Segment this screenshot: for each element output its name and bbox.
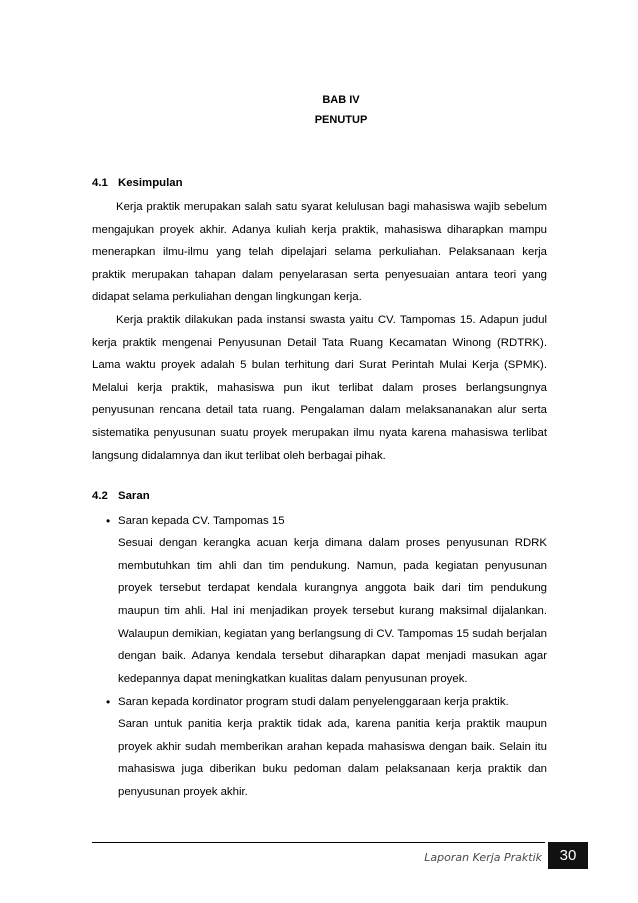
section-title: Saran bbox=[118, 490, 150, 503]
section-number: 4.2 bbox=[92, 490, 108, 503]
paragraph: Kerja praktik merupakan salah satu syarat kelulusan bagi mahasiswa wajib sebelum mengajukan proyek akhir. Adanya kuliah kerja praktik, mahasiswa diharapkan mampu menerapkan ilmu-ilmu yang telah dipelajari selama perkuliahan. Pelaksanaan kerja praktik merupakan tahapan dalam penyelarasan serta penyesuaian antara teori yang didapat selama perkuliahan dengan lingkungan kerja. bbox=[92, 201, 547, 304]
page-content bbox=[92, 172, 547, 804]
saran-list bbox=[92, 510, 547, 804]
chapter-label: BAB IV bbox=[322, 94, 360, 106]
bullet-title: Saran kepada CV. Tampomas 15 bbox=[118, 515, 285, 528]
chapter-heading bbox=[0, 90, 638, 130]
bullet-body: Sesuai dengan kerangka acuan kerja dimana dalam proses penyusunan RDRK membutuhkan tim ahli dan tim pendukung. Namun, pada kegiatan penyusunan proyek tersebut terdapat kendala kurangnya anggota baik dari tim pendukung maupun tim ahli. Hal ini menjadikan proyek tersebut kurang maksimal dijalankan. Walaupun demikian, kegiatan yang berlangsung di CV. Tampomas 15 sudah berjalan dengan baik. Adanya kendala tersebut diharapkan dapat menjadi masukan agar kedepannya dapat meningkatkan kualitas dalam penyusunan proyek. bbox=[118, 537, 547, 685]
footer-divider bbox=[92, 842, 545, 843]
bullet-icon: • bbox=[106, 695, 111, 710]
chapter-title: PENUTUP bbox=[314, 114, 368, 126]
bullet-body: Saran untuk panitia kerja praktik tidak ada, karena panitia kerja praktik maupun proyek akhir sudah memberikan arahan kepada mahasiswa dengan baik. Selain itu mahasiswa juga diberikan buku pedoman dalam pelaksanaan kerja praktik dan penyusunan proyek akhir. bbox=[118, 718, 547, 799]
section-heading-kesimpulan bbox=[92, 172, 547, 194]
list-item bbox=[106, 691, 547, 803]
section-title: Kesimpulan bbox=[118, 177, 183, 189]
section-number: 4.1 bbox=[92, 177, 108, 189]
list-item bbox=[106, 510, 547, 690]
bullet-title: Saran kepada kordinator program studi dalam penyelenggaraan kerja praktik. bbox=[118, 696, 509, 709]
paragraph: Kerja praktik dilakukan pada instansi swasta yaitu CV. Tampomas 15. Adapun judul kerja praktik mengenai Penyusunan Detail Tata Ruang Kecamatan Winong (RDTRK). Lama waktu proyek adalah 5 bulan terhitung dari Surat Perintah Mulai Kerja (SPMK). Melalui kerja praktik, mahasiswa pun ikut terlibat dalam proses berlangsungnya penyusunan rencana detail tata ruang. Pengalaman dalam melaksananakan alur serta sistematika penyusunan suatu proyek merupakan ilmu nyata karena mahasiswa terlibat langsung didalamnya dan ikut terlibat oleh berbagai pihak. bbox=[92, 313, 547, 462]
section-heading-saran bbox=[92, 485, 547, 507]
bullet-icon: • bbox=[106, 514, 111, 529]
footer-label: Laporan Kerja Praktik bbox=[424, 851, 542, 864]
page-number: 30 bbox=[548, 842, 588, 869]
